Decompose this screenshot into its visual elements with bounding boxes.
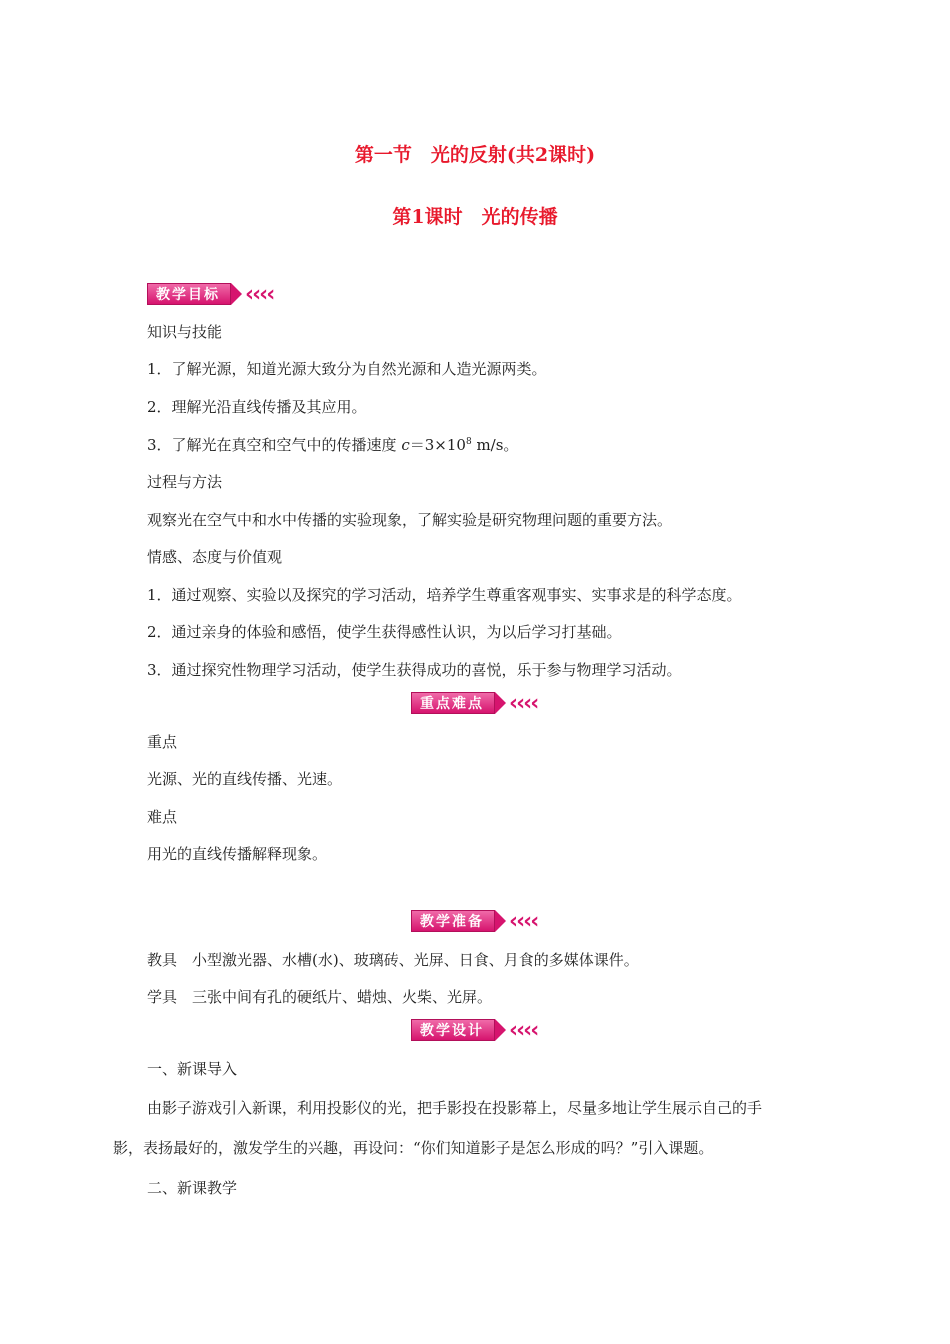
difficulty-heading: 难点 <box>147 808 178 826</box>
attitude-item-3: 3．通过探究性物理学习活动，使学生获得成功的喜悦，乐于参与物理学习活动。 <box>147 661 682 679</box>
page-subtitle: 第1课时 光的传播 <box>392 206 558 228</box>
focus-heading: 重点 <box>147 733 178 751</box>
chevron-left-icon: ‹‹‹‹ <box>509 1017 538 1043</box>
intro-paragraph-line-2: 影，表扬最好的，激发学生的兴趣，再设问：“你们知道影子是怎么形成的吗？”引入课题。 <box>113 1139 714 1157</box>
difficulty-text: 用光的直线传播解释现象。 <box>147 845 328 863</box>
attitude-item-1: 1．通过观察、实验以及探究的学习活动，培养学生尊重客观事实、实事求是的科学态度。 <box>147 586 742 604</box>
chevron-left-icon: ‹‹‹‹ <box>245 281 274 307</box>
page-title: 第一节 光的反射(共2课时) <box>354 144 596 166</box>
banner-label: 重点难点 <box>411 692 495 714</box>
intro-paragraph-line-1: 由影子游戏引入新课，利用投影仪的光，把手影投在投影幕上，尽量多地让学生展示自己的手 <box>147 1099 763 1117</box>
section-banner-key-points <box>411 692 537 714</box>
banner-label: 教学目标 <box>147 283 231 305</box>
knowledge-heading: 知识与技能 <box>147 323 223 341</box>
teacher-tools: 教具 小型激光器、水槽(水)、玻璃砖、光屏、日食、月食的多媒体课件。 <box>147 951 639 969</box>
section-banner-design <box>411 1019 537 1041</box>
section-banner-preparation <box>411 910 537 932</box>
chevron-left-icon: ‹‹‹‹ <box>509 690 538 716</box>
banner-label: 教学准备 <box>411 910 495 932</box>
section-banner-goals <box>147 283 273 305</box>
attitude-item-2: 2．通过亲身的体验和感悟，使学生获得感性认识，为以后学习打基础。 <box>147 623 622 641</box>
knowledge-item-3: 3．了解光在真空和空气中的传播速度 $c=3\times 10^8$ m/s。 <box>147 436 519 454</box>
attitude-heading: 情感、态度与价值观 <box>147 548 283 566</box>
focus-text: 光源、光的直线传播、光速。 <box>147 770 343 788</box>
process-text: 观察光在空气中和水中传播的实验现象，了解实验是研究物理问题的重要方法。 <box>147 511 673 529</box>
new-lesson-heading: 二、新课教学 <box>147 1179 238 1197</box>
knowledge-item-2: 2．理解光沿直线传播及其应用。 <box>147 398 367 416</box>
knowledge-item-1: 1．了解光源，知道光源大致分为自然光源和人造光源两类。 <box>147 360 547 378</box>
process-heading: 过程与方法 <box>147 473 223 491</box>
student-tools: 学具 三张中间有孔的硬纸片、蜡烛、火柴、光屏。 <box>147 988 493 1006</box>
chevron-left-icon: ‹‹‹‹ <box>509 908 538 934</box>
banner-label: 教学设计 <box>411 1019 495 1041</box>
intro-heading: 一、新课导入 <box>147 1060 238 1078</box>
